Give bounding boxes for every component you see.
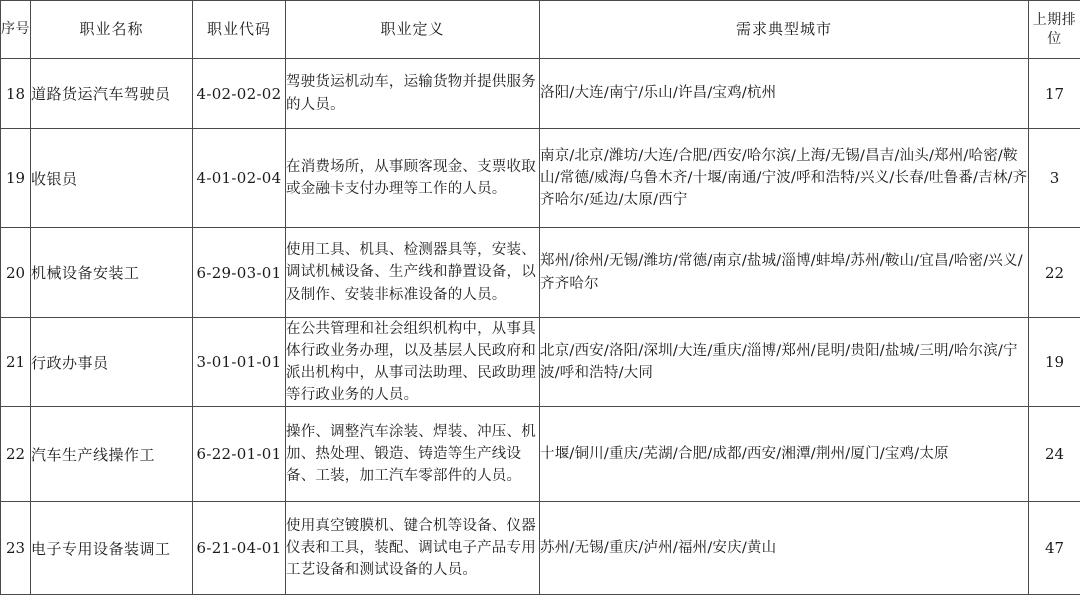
cell-demand-cities: 北京/西安/洛阳/深圳/大连/重庆/淄博/郑州/昆明/贵阳/盐城/三明/哈尔滨/宁波/呼和浩特/大同	[540, 318, 1029, 407]
column-header-name: 职业名称	[31, 1, 193, 59]
cell-occupation-code: 4-01-02-04	[193, 129, 286, 228]
cell-occupation-definition: 在公共管理和社会组织机构中，从事具体行政业务办理，以及基层人民政府和派出机构中，从事司法助理、民政助理等行政业务的人员。	[286, 318, 540, 407]
cell-demand-cities: 郑州/徐州/无锡/潍坊/常德/南京/盐城/淄博/蚌埠/苏州/鞍山/宜昌/哈密/兴义/齐齐哈尔	[540, 228, 1029, 318]
column-header-definition: 职业定义	[286, 1, 540, 59]
cell-occupation-name: 收银员	[31, 129, 193, 228]
table-row	[1, 318, 1080, 407]
cell-demand-cities: 苏州/无锡/重庆/泸州/福州/安庆/黄山	[540, 502, 1029, 595]
cell-sequence: 18	[1, 59, 31, 129]
cell-occupation-definition: 使用真空镀膜机、键合机等设备、仪器仪表和工具，装配、调试电子产品专用工艺设备和测试设备的人员。	[286, 502, 540, 595]
cell-occupation-name: 汽车生产线操作工	[31, 407, 193, 502]
column-header-rank: 上期排位	[1029, 1, 1080, 59]
table-row	[1, 59, 1080, 129]
cell-previous-rank: 3	[1029, 129, 1080, 228]
cell-occupation-name: 道路货运汽车驾驶员	[31, 59, 193, 129]
cell-occupation-name: 行政办事员	[31, 318, 193, 407]
table-header	[1, 1, 1080, 59]
cell-occupation-code: 3-01-01-01	[193, 318, 286, 407]
table-header-row	[1, 1, 1080, 59]
cell-sequence: 21	[1, 318, 31, 407]
column-header-city: 需求典型城市	[540, 1, 1029, 59]
cell-demand-cities: 南京/北京/潍坊/大连/合肥/西安/哈尔滨/上海/无锡/昌吉/汕头/郑州/哈密/鞍山/常德/威海/乌鲁木齐/十堰/南通/宁波/呼和浩特/兴义/长春/吐鲁番/吉林/齐齐哈尔/延边/太原/西宁	[540, 129, 1029, 228]
cell-occupation-code: 6-29-03-01	[193, 228, 286, 318]
cell-previous-rank: 19	[1029, 318, 1080, 407]
cell-occupation-code: 4-02-02-02	[193, 59, 286, 129]
table-row	[1, 228, 1080, 318]
table-row	[1, 129, 1080, 228]
cell-occupation-definition: 在消费场所，从事顾客现金、支票收取或金融卡支付办理等工作的人员。	[286, 129, 540, 228]
cell-sequence: 23	[1, 502, 31, 595]
cell-previous-rank: 22	[1029, 228, 1080, 318]
cell-sequence: 20	[1, 228, 31, 318]
cell-sequence: 19	[1, 129, 31, 228]
cell-occupation-definition: 使用工具、机具、检测器具等，安装、调试机械设备、生产线和静置设备，以及制作、安装非标准设备的人员。	[286, 228, 540, 318]
cell-previous-rank: 24	[1029, 407, 1080, 502]
cell-demand-cities: 十堰/铜川/重庆/芜湖/合肥/成都/西安/湘潭/荆州/厦门/宝鸡/太原	[540, 407, 1029, 502]
cell-occupation-definition: 驾驶货运机动车，运输货物并提供服务的人员。	[286, 59, 540, 129]
cell-sequence: 22	[1, 407, 31, 502]
table-row	[1, 502, 1080, 595]
cell-previous-rank: 47	[1029, 502, 1080, 595]
cell-occupation-name: 电子专用设备装调工	[31, 502, 193, 595]
table-body	[1, 59, 1080, 595]
table-row	[1, 407, 1080, 502]
cell-occupation-code: 6-21-04-01	[193, 502, 286, 595]
cell-occupation-definition: 操作、调整汽车涂装、焊装、冲压、机加、热处理、锻造、铸造等生产线设备、工装，加工汽车零部件的人员。	[286, 407, 540, 502]
cell-occupation-name: 机械设备安装工	[31, 228, 193, 318]
cell-previous-rank: 17	[1029, 59, 1080, 129]
column-header-code: 职业代码	[193, 1, 286, 59]
column-header-seq: 序号	[1, 1, 31, 59]
cell-occupation-code: 6-22-01-01	[193, 407, 286, 502]
cell-demand-cities: 洛阳/大连/南宁/乐山/许昌/宝鸡/杭州	[540, 59, 1029, 129]
